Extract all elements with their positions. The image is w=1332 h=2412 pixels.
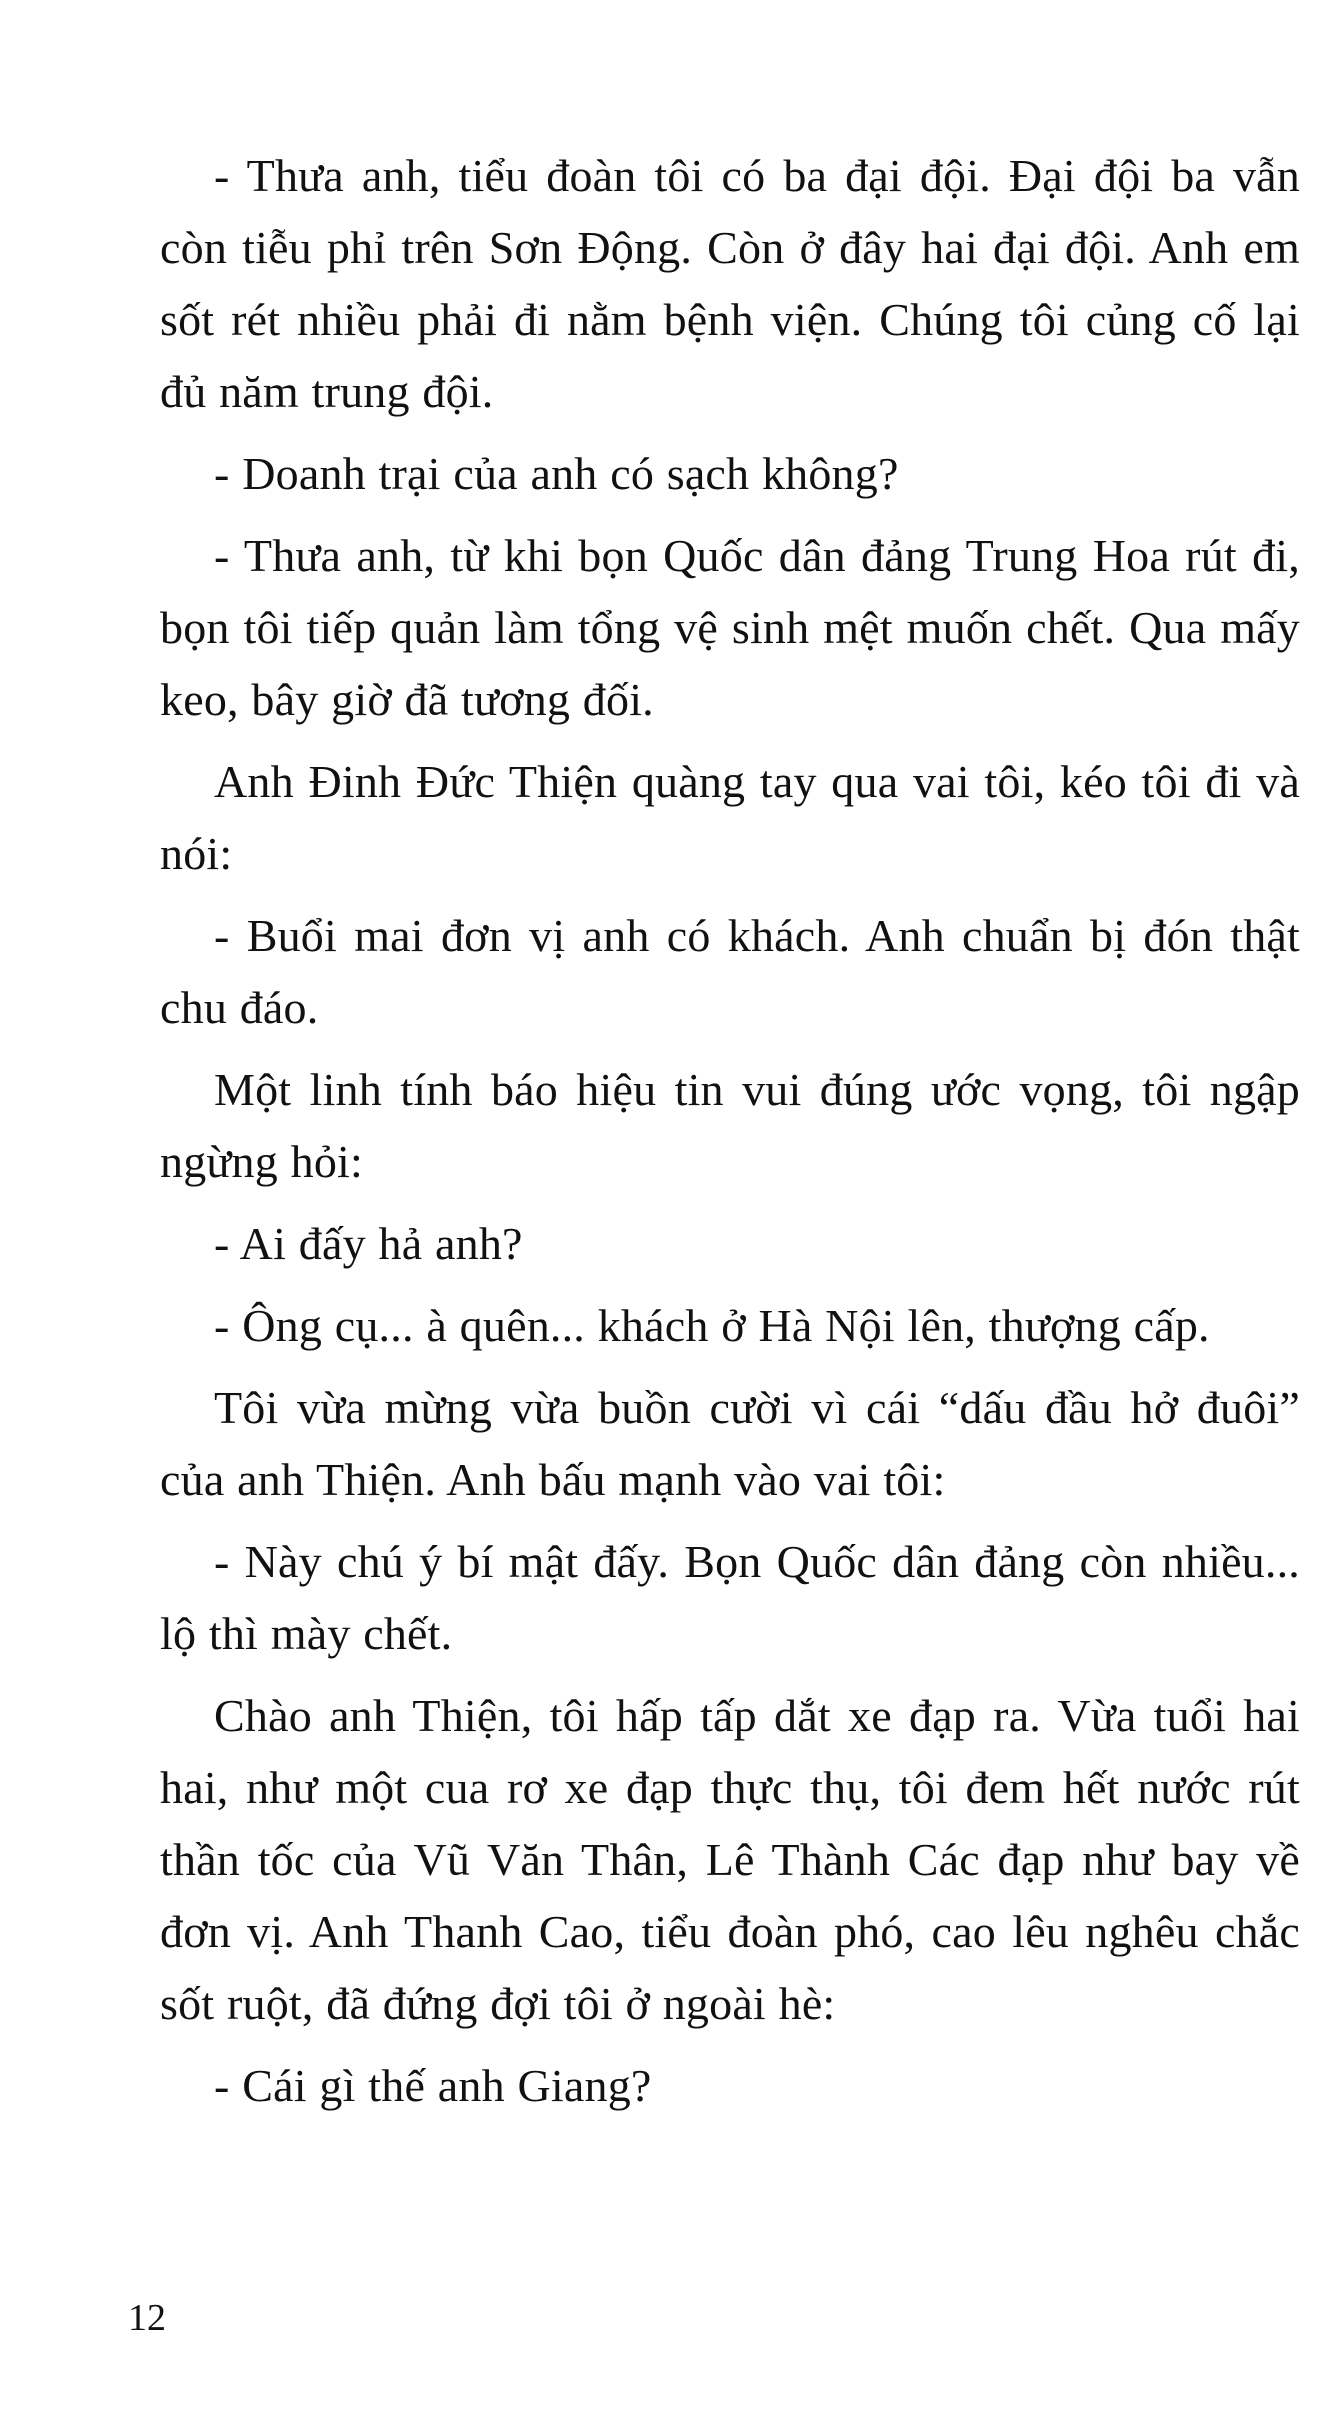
paragraph-4: Anh Đinh Đức Thiện quàng tay qua vai tôi, kéo tôi đi và nói: xyxy=(160,756,1300,879)
paragraph-3: - Thưa anh, từ khi bọn Quốc dân đảng Trung Hoa rút đi, bọn tôi tiếp quản làm tổng vệ sinh mệt muốn chết. Qua mấy keo, bây giờ đã tương đối. xyxy=(160,530,1300,725)
paragraph-9: Tôi vừa mừng vừa buồn cười vì cái “dấu đầu hở đuôi” của anh Thiện. Anh bấu mạnh vào vai tôi: xyxy=(160,1382,1300,1505)
paragraph-7: - Ai đấy hả anh? xyxy=(214,1218,523,1269)
paragraph-1: - Thưa anh, tiểu đoàn tôi có ba đại đội. Đại đội ba vẫn còn tiễu phỉ trên Sơn Động. Còn ở đây hai đại đội. Anh em sốt rét nhiều phải đi nằm bệnh viện. Chúng tôi củng cố lại đủ năm trung đội. xyxy=(160,150,1300,417)
paragraph-5: - Buổi mai đơn vị anh có khách. Anh chuẩn bị đón thật chu đáo. xyxy=(160,910,1300,1033)
page-number: 12 xyxy=(128,2297,166,2339)
paragraph-2: - Doanh trại của anh có sạch không? xyxy=(214,448,899,499)
paragraph-11: Chào anh Thiện, tôi hấp tấp dắt xe đạp ra. Vừa tuổi hai hai, như một cua rơ xe đạp thực thụ, tôi đem hết nước rút thần tốc của Vũ Văn Thân, Lê Thành Các đạp như bay về đơn vị. Anh Thanh Cao, tiểu đoàn phó, cao lêu nghêu chắc sốt ruột, đã đứng đợi tôi ở ngoài hè: xyxy=(160,1690,1300,2029)
body-text xyxy=(160,140,1300,2122)
paragraph-10: - Này chú ý bí mật đấy. Bọn Quốc dân đảng còn nhiều... lộ thì mày chết. xyxy=(160,1536,1300,1659)
paragraph-6: Một linh tính báo hiệu tin vui đúng ước vọng, tôi ngập ngừng hỏi: xyxy=(160,1064,1300,1187)
paragraph-8: - Ông cụ... à quên... khách ở Hà Nội lên, thượng cấp. xyxy=(214,1300,1210,1351)
paragraph-12: - Cái gì thế anh Giang? xyxy=(214,2060,652,2111)
